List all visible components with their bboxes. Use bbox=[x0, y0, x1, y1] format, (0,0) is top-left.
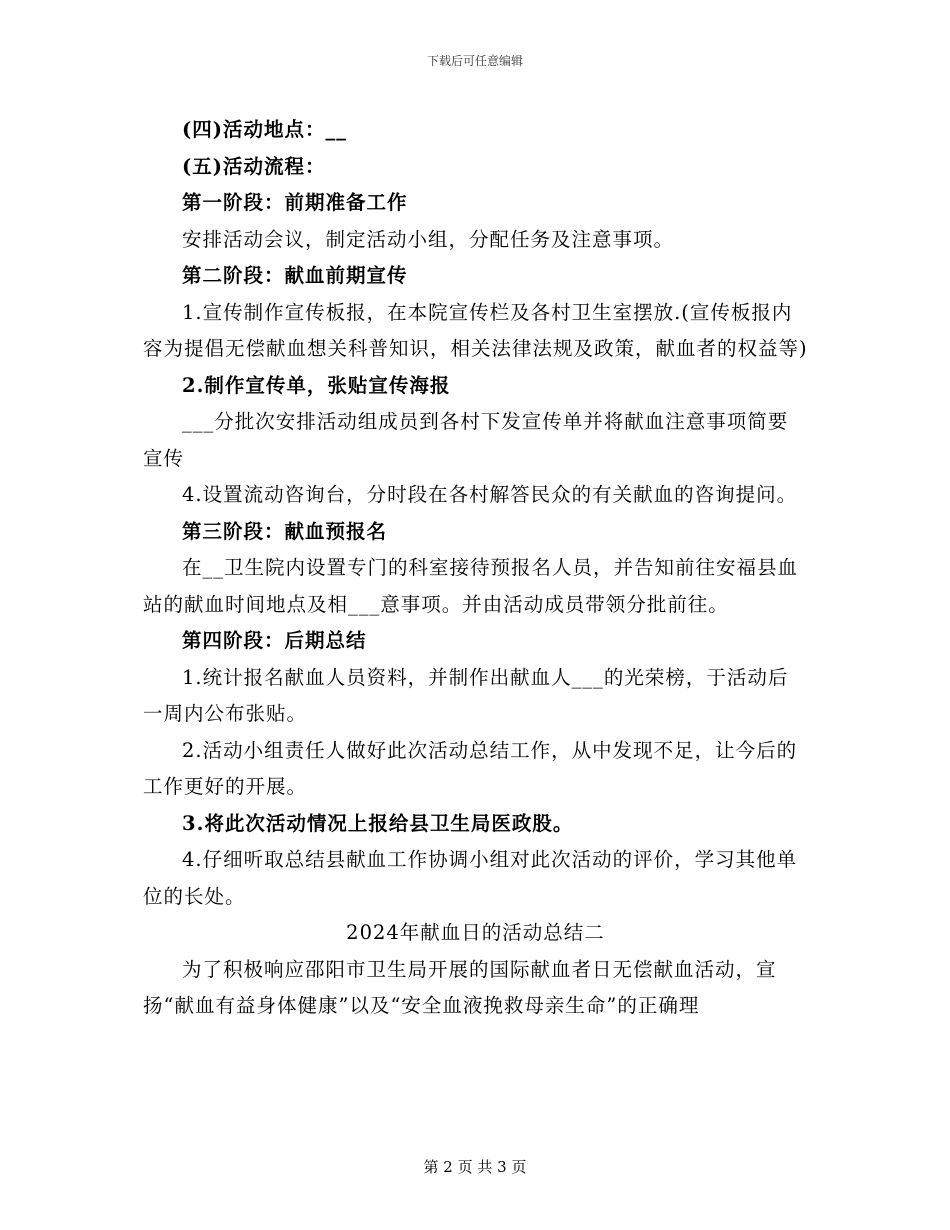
closing-paragraph: 为了积极响应邵阳市卫生局开展的国际献血者日无偿献血活动，宣扬“献血有益身体健康”以及“安全血液挽救母亲生命”的正确理 bbox=[143, 957, 777, 1017]
stage-four-item-1: 1.统计报名献血人员资料，并制作出献血人___的光荣榜，于活动后一周内公布张贴。 bbox=[143, 665, 789, 725]
stage-two-item-4: 4.设置流动咨询台，分时段在各村解答民众的有关献血的咨询提问。 bbox=[182, 483, 798, 506]
section-title: 2024年献血日的活动总结二 bbox=[346, 921, 605, 944]
page-footer: 第 2 页 共 3 页 bbox=[423, 1158, 527, 1176]
stage-one-heading: 第一阶段：前期准备工作 bbox=[182, 191, 408, 214]
stage-three-text: 在__卫生院内设置专门的科室接待预报名人员，并告知前往安福县血站的献血时间地点及相___意事项。并由活动成员带领分批前往。 bbox=[143, 556, 799, 616]
stage-four-item-3: 3.将此次活动情况上报给县卫生局医政股。 bbox=[182, 811, 574, 835]
stage-two-item-1: 1.宣传制作宣传板报，在本院宣传栏及各村卫生室摆放.(宣传板报内容为提倡无偿献血想关科普知识，相关法律法规及政策，献血者的权益等) bbox=[143, 300, 808, 360]
activity-location-heading: (四)活动地点：__ bbox=[182, 118, 347, 141]
stage-one-text: 安排活动会议，制定活动小组，分配任务及注意事项。 bbox=[182, 227, 675, 251]
stage-three-heading: 第三阶段：献血预报名 bbox=[182, 519, 388, 543]
document-body bbox=[143, 112, 808, 1025]
stage-four-heading: 第四阶段：后期总结 bbox=[182, 629, 367, 652]
stage-two-item-3: ___分批次安排活动组成员到各村下发宣传单并将献血注意事项简要宣传 bbox=[143, 410, 789, 470]
activity-process-heading: (五)活动流程： bbox=[182, 154, 326, 178]
stage-four-item-4: 4.仔细听取总结县献血工作协调小组对此次活动的评价，学习其他单位的长处。 bbox=[143, 848, 798, 908]
stage-two-item-2: 2.制作宣传单，张贴宣传海报 bbox=[182, 373, 451, 397]
stage-four-item-2: 2.活动小组责任人做好此次活动总结工作，从中发现不足，让今后的工作更好的开展。 bbox=[143, 738, 798, 798]
stage-two-heading: 第二阶段：献血前期宣传 bbox=[182, 264, 408, 287]
header-note: 下载后可任意编辑 bbox=[426, 54, 523, 68]
